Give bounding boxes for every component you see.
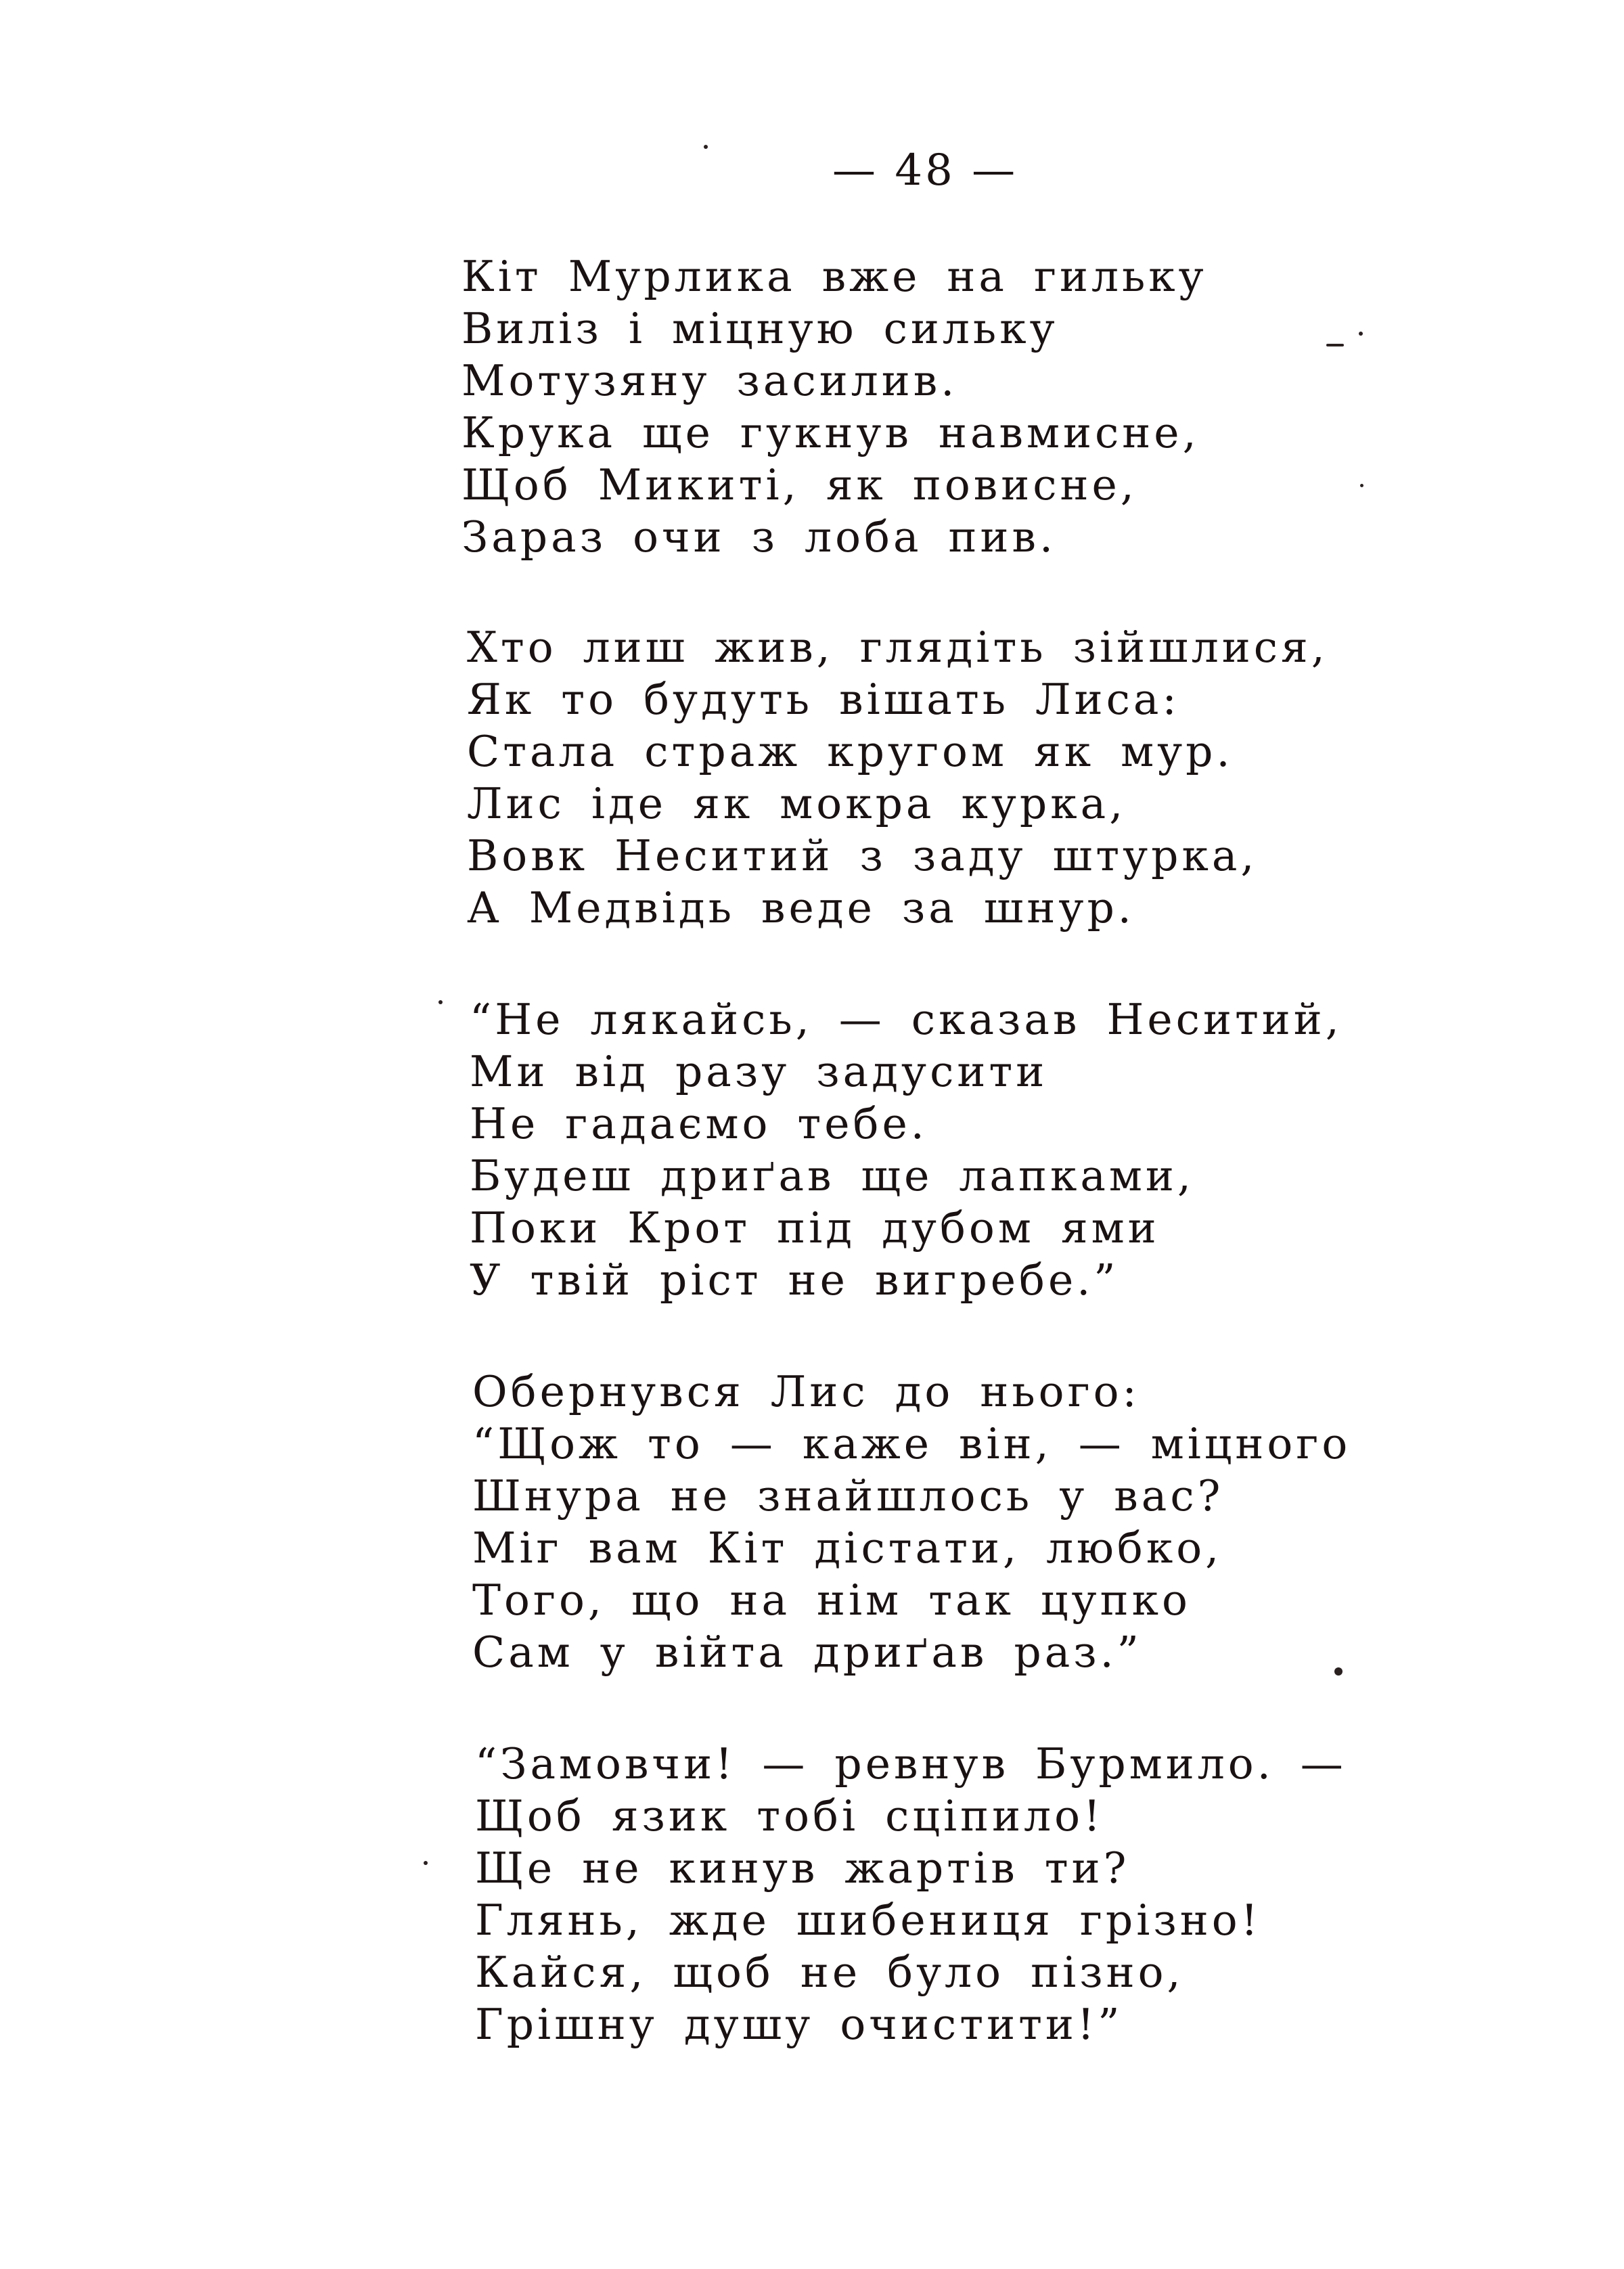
dust-speck — [438, 1000, 443, 1004]
verse-line: Не гадаємо тебе. — [470, 1099, 928, 1148]
verse-line: Лис іде як мокра курка, — [467, 779, 1127, 828]
stanza-4 — [472, 1366, 1351, 1678]
verse-line: Поки Крот під дубом ями — [470, 1203, 1160, 1253]
verse-line: Сам у війта дриґав раз.” — [472, 1627, 1142, 1677]
stanza-5 — [475, 1738, 1347, 2050]
verse-line: А Медвідь веде за шнур. — [467, 883, 1135, 933]
verse-line: Глянь, жде шибениця грізно! — [475, 1895, 1261, 1945]
dust-speck — [424, 1861, 428, 1865]
verse-line: Шнура не знайшлось у вас? — [472, 1471, 1224, 1521]
dust-speck — [704, 145, 708, 149]
verse-line: Кайся, щоб не було пізно, — [475, 1948, 1184, 1997]
verse-line: У твій ріст не вигребе.” — [470, 1255, 1119, 1305]
verse-line: Мотузяну засилив. — [461, 356, 958, 405]
stanza-3 — [470, 993, 1343, 1306]
verse-line: Стала страж кругом як мур. — [467, 727, 1234, 776]
verse-line: Ми від разу задусити — [470, 1047, 1048, 1096]
verse-line: Того, що на нім так цупко — [472, 1575, 1191, 1625]
verse-line: Хто лиш жив, глядіть зійшлися, — [467, 623, 1328, 672]
stanza-1 — [461, 250, 1207, 563]
verse-line: Міг вам Кіт дістати, любко, — [472, 1523, 1223, 1573]
verse-line: “Щож то — каже він, — міцного — [472, 1419, 1351, 1468]
verse-line: Будеш дриґав ще лапками, — [470, 1151, 1194, 1200]
verse-line: Грішну душу очистити!” — [475, 2000, 1123, 2049]
verse-line: Щоб Микиті, як повисне, — [461, 460, 1137, 510]
dust-speck — [1334, 1667, 1343, 1676]
verse-line: Ще не кинув жартів ти? — [475, 1843, 1130, 1893]
page-number: — 48 — — [832, 145, 1018, 196]
verse-line: “Не лякайсь, — сказав Неситий, — [470, 995, 1343, 1044]
verse-line: Вовк Неситий з заду штурка, — [467, 831, 1258, 880]
dust-speck — [1360, 484, 1363, 487]
verse-line: “Замовчи! — ревнув Бурмило. — — [475, 1739, 1347, 1789]
verse-line: Обернувся Лис до нього: — [472, 1367, 1140, 1416]
stanza-2 — [467, 621, 1328, 934]
verse-line: Кіт Мурлика вже на гильку — [461, 252, 1207, 301]
verse-line: Як то будуть вішать Лиса: — [467, 675, 1180, 724]
dust-speck — [1359, 332, 1363, 336]
verse-line: Виліз і міцную сильку — [461, 304, 1058, 353]
verse-line: Крука ще гукнув навмисне, — [461, 408, 1200, 457]
verse-line: Зараз очи з лоба пив. — [461, 512, 1057, 562]
dust-speck — [1326, 344, 1344, 346]
verse-line: Щоб язик тобі сціпило! — [475, 1791, 1104, 1841]
